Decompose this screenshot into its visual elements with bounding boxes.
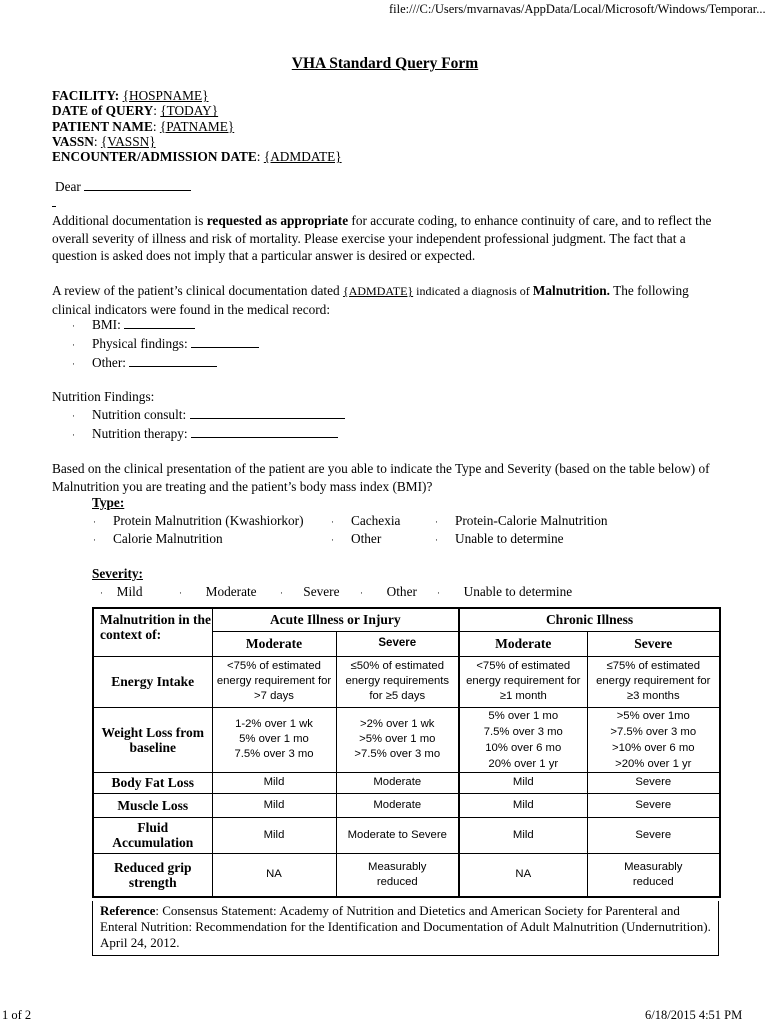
table-header-row [93,608,720,631]
therapy-blank[interactable] [191,426,338,438]
nutrition-title: Nutrition Findings: [52,389,155,404]
table-corner: Malnutrition in the context of: [93,608,212,656]
table-row: Body Fat Loss Mild Moderate Mild Severe [93,772,720,793]
acute-severe-header: Severe [336,631,459,656]
table-row: Weight Loss from baseline 1-2% over 1 wk 5% over 1 mo 7.5% over 3 mo >2% over 1 wk >5% over 1 mo >7.5% over 3 mo 5% over 1 mo 7.5% over 3 mo 10% over 6 mo 20% over 1 yr >5% over 1mo >7.5% over 3 mo >10% over 6 mo >20% over 1 yr [93,707,720,772]
table-row: Fluid Accumulation Mild Moderate to Severe Mild Severe [93,817,720,853]
header-fields [52,88,342,164]
file-path: file:///C:/Users/mvarnavas/AppData/Local/Microsoft/Windows/Temporar... [389,2,766,16]
date-line: DATE of QUERY: {TODAY} [52,103,219,119]
table-row: Muscle Loss Mild Moderate Mild Severe [93,793,720,817]
physical-blank[interactable] [191,336,259,348]
reference-box: Reference: Consensus Statement: Academy of Nutrition and Dietetics and American Society for Parenteral and Enteral Nutrition: Recommendation for the Identification and Documentation of Adult Malnutrition (Undernutrition). April 24, 2012. [92,901,719,956]
bullet-icon: · [72,339,75,350]
severity-option-other[interactable]: · Other [360,584,417,599]
indicator-other: · Other: [72,355,217,371]
severity-title: Severity: [92,566,143,581]
bullet-icon: · [72,358,75,369]
nutrition-consult: · Nutrition consult: [72,407,345,423]
print-datetime: 6/18/2015 4:51 PM [645,1008,743,1022]
other-blank[interactable] [129,355,217,367]
type-option-cachexia[interactable]: · Cachexia [331,513,401,528]
table-row: Reduced grip strength NA Measurably reduced NA Measurably reduced [93,853,720,897]
intro-paragraph: Additional documentation is requested as appropriate for accurate coding, to enhance continuity of care, and to reflect the overall severity of illness and risk of mortality. Please exercise your independent professional judgment. The fact that a question is asked does not imply that a particular answer is desired or expected. [52,213,712,263]
severity-table [92,607,721,898]
date-value: {TODAY} [160,103,219,119]
acute-moderate-header: Moderate [212,631,336,656]
review-paragraph: A review of the patient’s clinical documentation dated {ADMDATE} indicated a diagnosis of Malnutrition. The following clinical indicators were found in the medical record: [52,283,689,317]
type-option-calorie[interactable]: · Calorie Malnutrition [93,531,223,546]
based-paragraph: Based on the clinical presentation of the patient are you able to indicate the Type and Severity (based on the table below) of Malnutrition you are treating and the patient’s body mass index (BMI)? [52,461,710,494]
page-count: 1 of 2 [2,1008,32,1022]
dear-blank[interactable] [84,179,191,191]
chronic-moderate-header: Moderate [459,631,587,656]
facility-value: {HOSPNAME} [122,88,209,103]
severity-option-unable[interactable]: · Unable to determine [437,584,573,599]
bmi-blank[interactable] [124,317,195,329]
divider [52,206,56,207]
facility-line: FACILITY: {HOSPNAME} [52,88,209,103]
bullet-icon: · [72,320,75,331]
type-option-unable[interactable]: · Unable to determine [435,531,564,546]
nutrition-therapy: · Nutrition therapy: [72,426,338,442]
patient-line: PATIENT NAME: {PATNAME} [52,118,235,134]
patient-value: {PATNAME} [159,118,235,134]
type-option-other[interactable]: · Other [331,531,382,546]
encounter-line: ENCOUNTER/ADMISSION DATE: {ADMDATE} [52,149,342,165]
indicator-bmi: · BMI: [72,317,195,333]
type-title: Type: [92,495,125,510]
chronic-header: Chronic Illness [459,608,720,631]
vassn-value: {VASSN} [100,133,156,149]
chronic-severe-header: Severe [587,631,720,656]
table-row: Energy Intake <75% of estimated energy requirement for >7 days ≤50% of estimated energy requirements for ≥5 days <75% of estimated energy requirement for ≥1 month ≤75% of estimated energy requirement for ≥3 months [93,656,720,707]
bullet-icon: · [72,410,75,421]
page-title: VHA Standard Query Form [291,55,479,72]
consult-blank[interactable] [190,407,345,419]
bullet-icon: · [72,429,75,440]
type-option-protein-calorie[interactable]: · Protein-Calorie Malnutrition [435,513,608,528]
encounter-value: {ADMDATE} [263,149,342,165]
severity-option-moderate[interactable]: · Moderate [179,584,257,599]
salutation: Dear [55,179,191,195]
acute-header: Acute Illness or Injury [212,608,459,631]
severity-option-mild[interactable]: · Mild [100,584,143,599]
indicator-physical: · Physical findings: [72,336,259,352]
vassn-line: VASSN: {VASSN} [52,133,156,149]
type-option-protein[interactable]: · Protein Malnutrition (Kwashiorkor) [93,513,304,528]
severity-option-severe[interactable]: · Severe [280,584,340,599]
